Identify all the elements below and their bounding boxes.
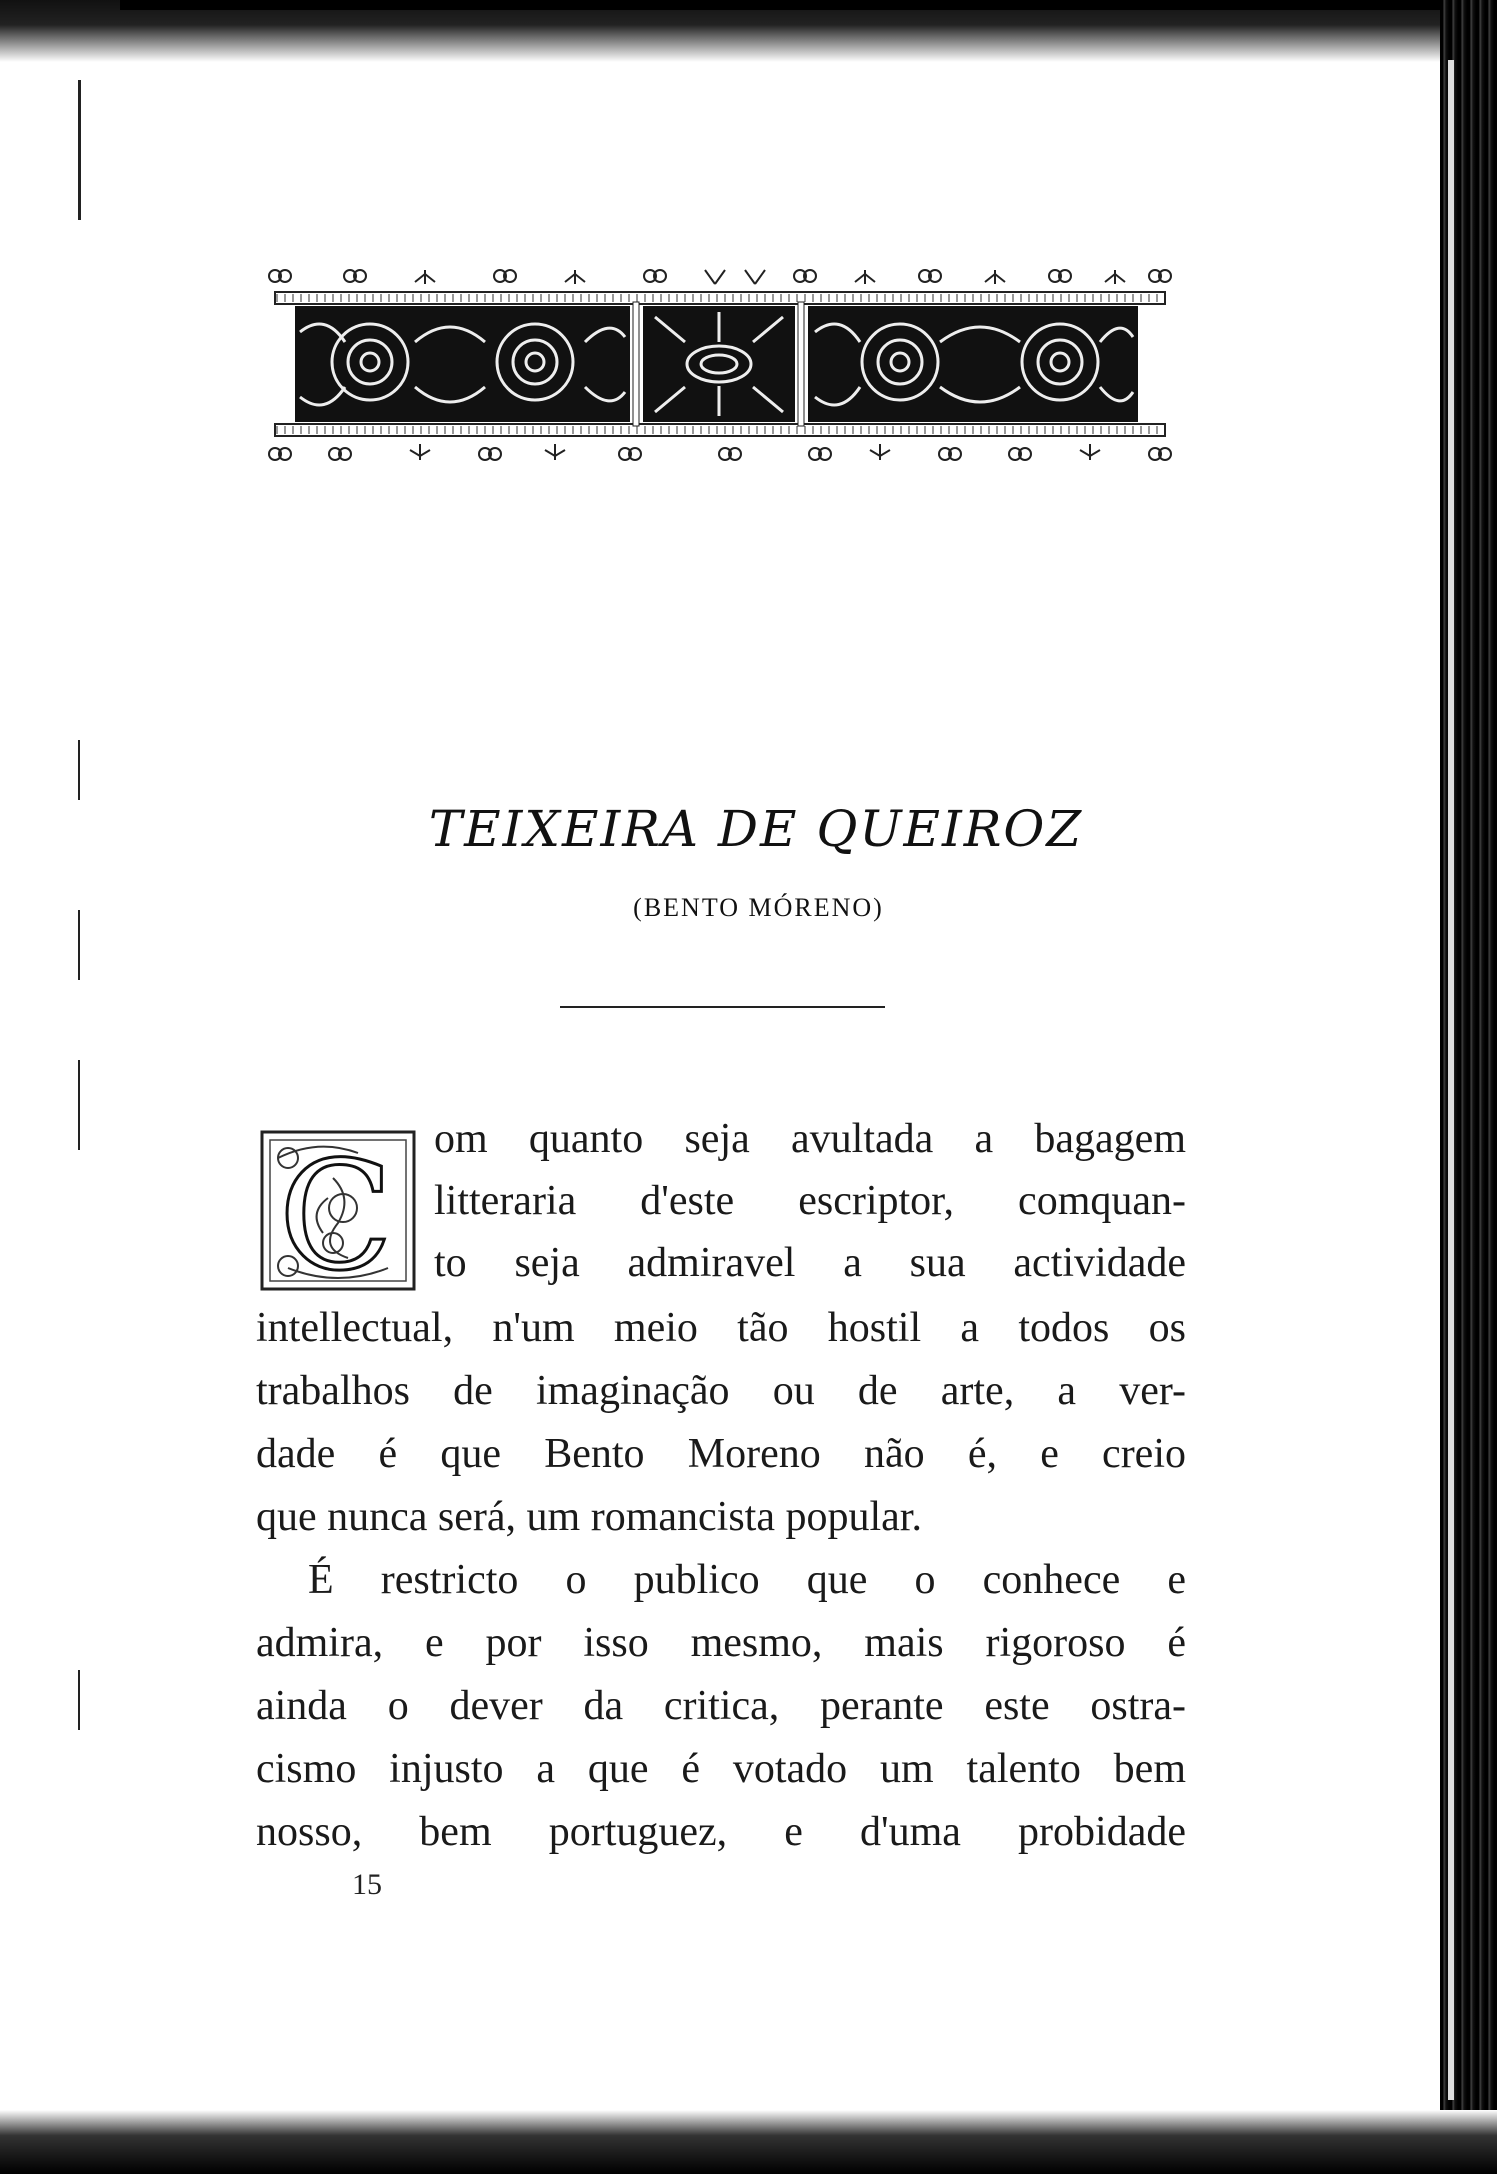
- body-line-6: dade é que Bento Moreno não é, e creio: [256, 1431, 1186, 1477]
- dropcap-ornament: [258, 1128, 418, 1293]
- title-divider: [560, 1006, 885, 1008]
- scan-edge-left-mark: [78, 80, 81, 220]
- body-line-9: admira, e por isso mesmo, mais rigoroso é: [256, 1620, 1186, 1666]
- body-line-1: om quanto seja avultada a bagagem: [434, 1116, 1186, 1162]
- page-title: TEIXEIRA DE QUEIROZ: [428, 800, 1084, 858]
- page-subtitle: (BENTO MÓRENO): [633, 893, 884, 922]
- body-line-2: litteraria d'este escriptor, comquan-: [434, 1178, 1186, 1224]
- scan-edge-left-mark: [78, 1060, 80, 1150]
- body-line-3: to seja admiravel a sua actividade: [434, 1240, 1186, 1286]
- scan-edge-left-mark: [78, 1670, 80, 1730]
- scan-edge-right-highlight: [1448, 60, 1454, 2100]
- body-line-4: intellectual, n'um meio tão hostil a todos os: [256, 1305, 1186, 1351]
- scan-edge-top-band: [120, 0, 1497, 10]
- body-line-5: trabalhos de imaginação ou de arte, a ver-: [256, 1368, 1186, 1414]
- body-line-10: ainda o dever da critica, perante este ostra-: [256, 1683, 1186, 1729]
- ornamental-headpiece: [255, 262, 1185, 472]
- dropcap-letter: C: [278, 1130, 394, 1293]
- body-line-7: que nunca será, um romancista popular.: [256, 1494, 922, 1540]
- body-line-11: cismo injusto a que é votado um talento bem: [256, 1746, 1186, 1792]
- body-line-12: nosso, bem portuguez, e d'uma probidade: [256, 1809, 1186, 1855]
- scan-edge-bottom: [0, 2110, 1497, 2174]
- page-number: 15: [352, 1868, 382, 1901]
- body-line-8: É restricto o publico que o conhece e: [308, 1557, 1186, 1603]
- scan-edge-left-mark: [78, 740, 80, 800]
